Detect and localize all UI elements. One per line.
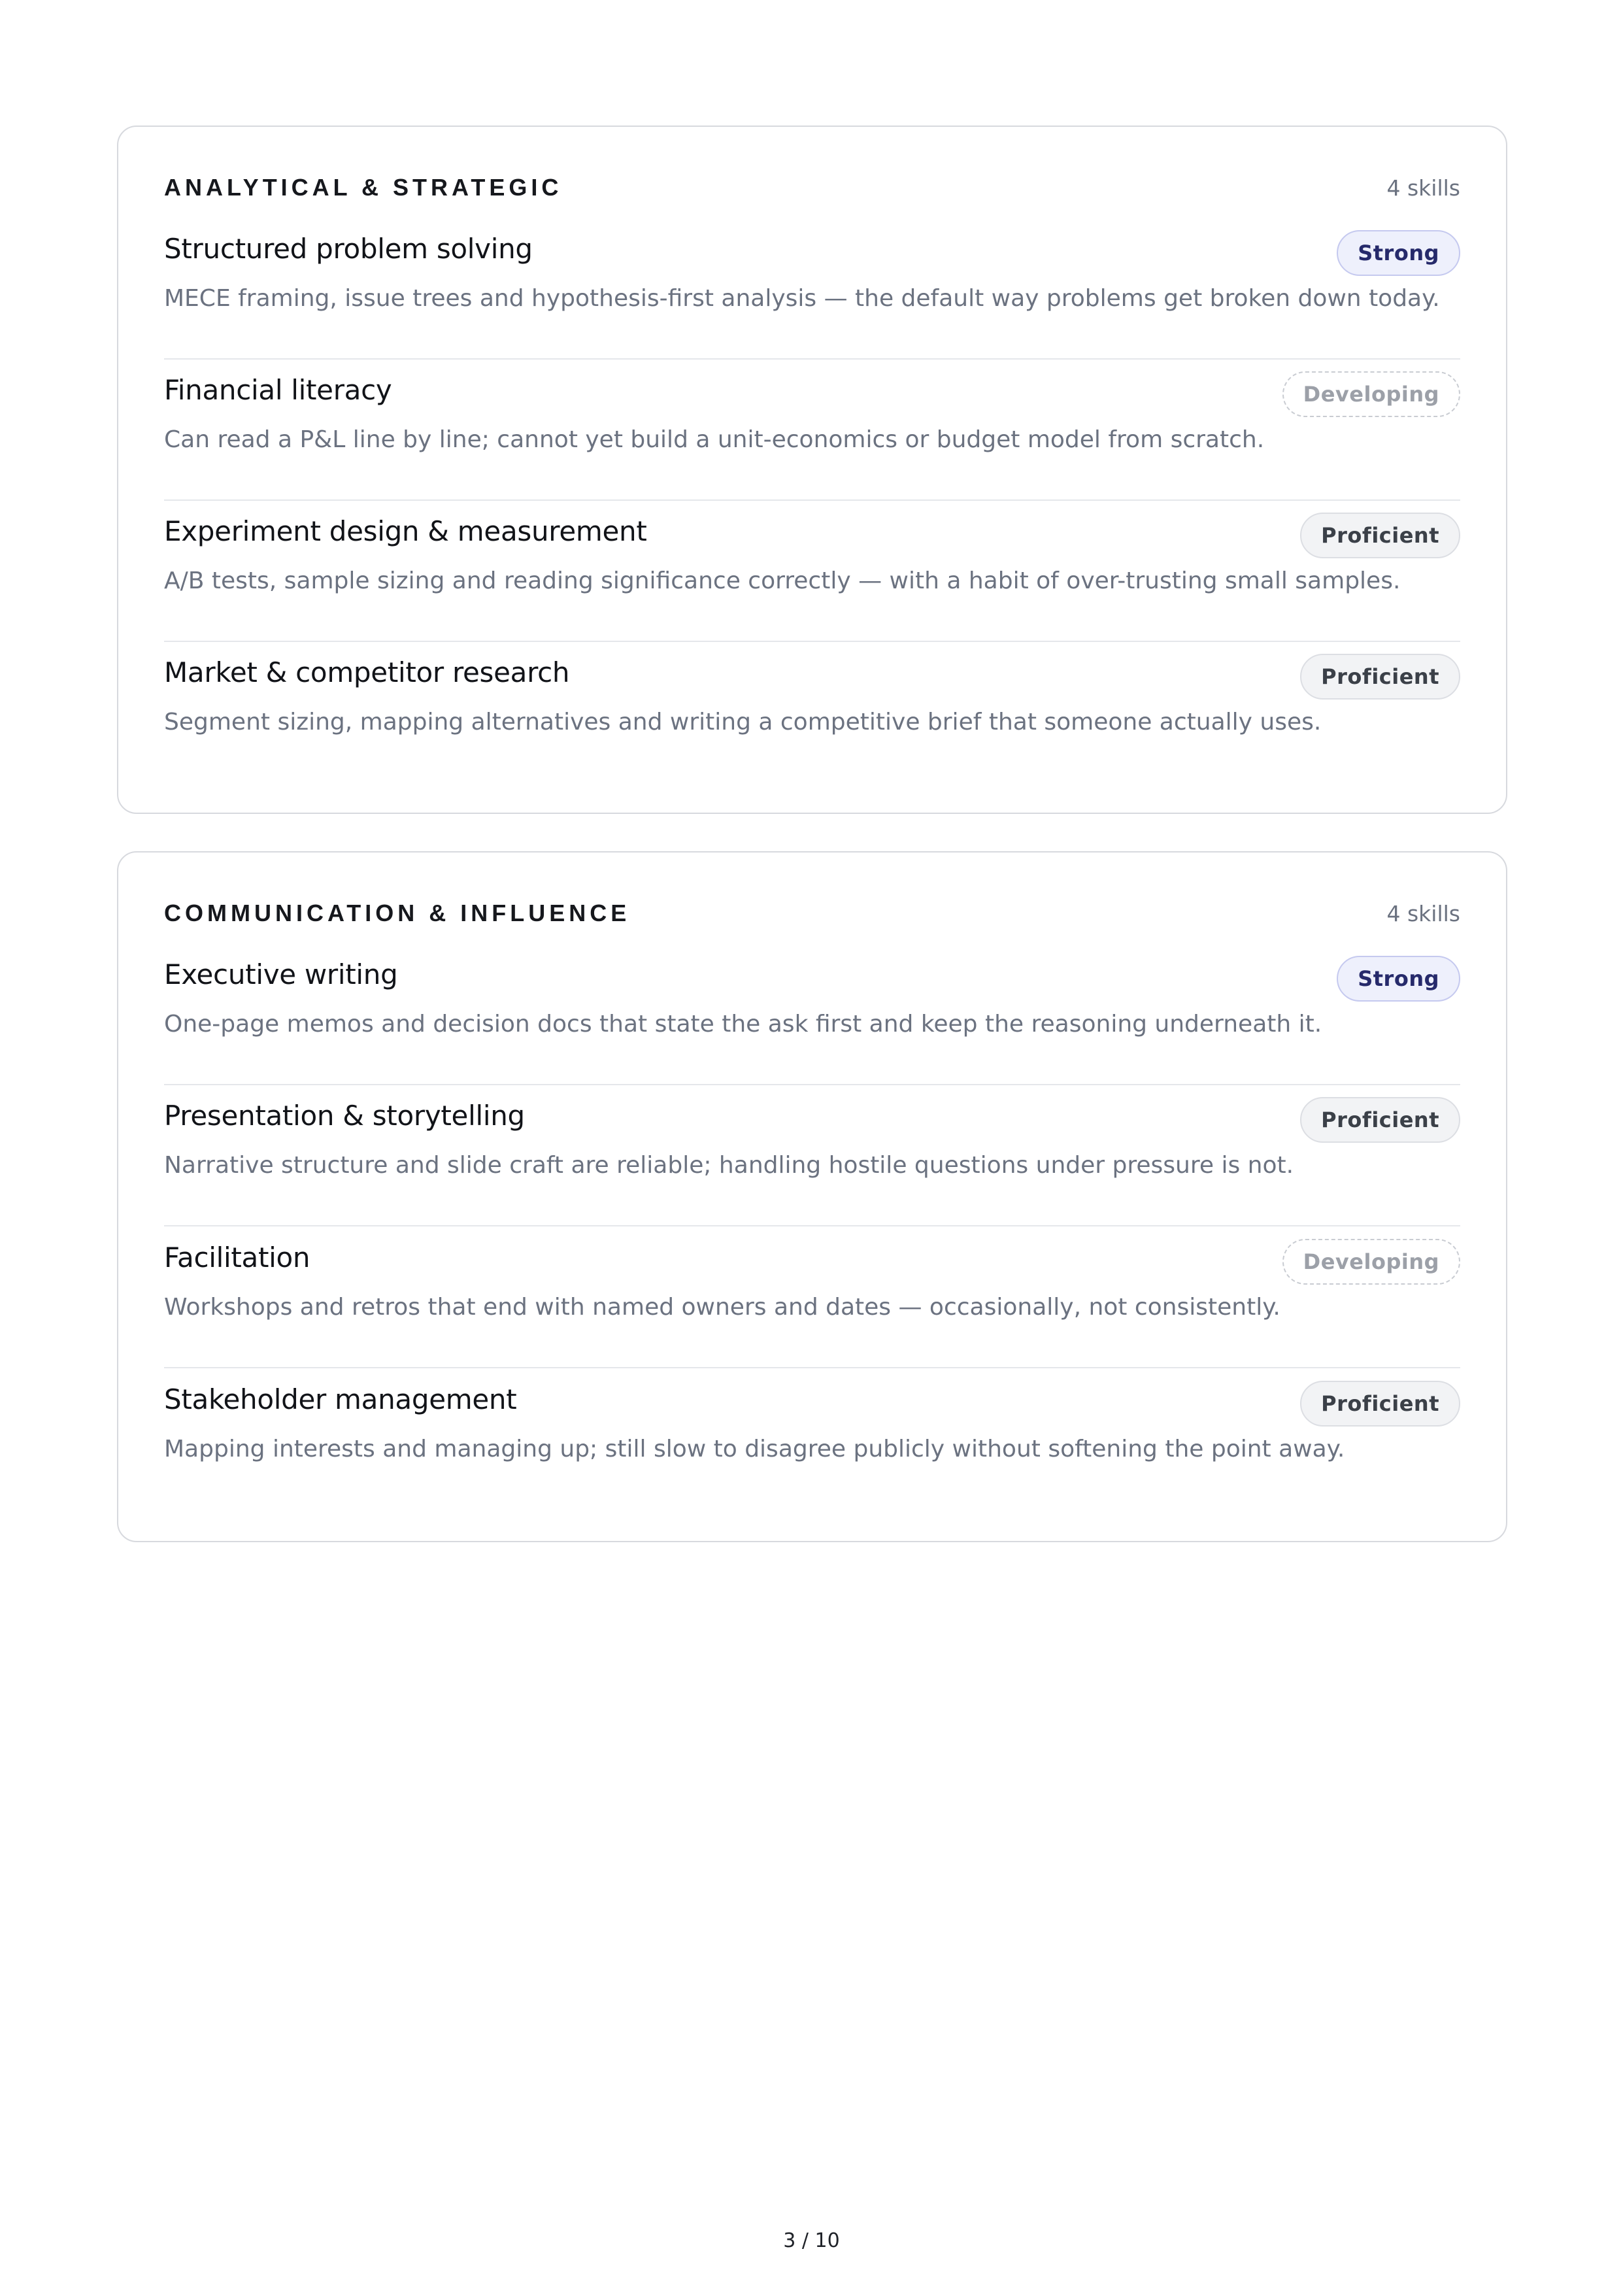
skill-name: Financial literacy [164, 374, 392, 406]
skill-description: Can read a P&L line by line; cannot yet build a unit-economics or budget model from scratch. [164, 426, 1265, 453]
level-badge: Proficient [1300, 654, 1460, 700]
skill-description: Mapping interests and managing up; still slow to disagree publicly without softening the point away. [164, 1436, 1345, 1462]
skill-section-communication [117, 851, 1507, 1542]
skill-count: 4 skills [1386, 900, 1460, 926]
section-header [164, 171, 1460, 204]
level-badge: Proficient [1300, 1381, 1460, 1427]
skill-item [164, 1085, 1460, 1226]
level-badge: Developing [1282, 1239, 1460, 1285]
skill-description: A/B tests, sample sizing and reading significance correctly — with a habit of over-trusting small samples. [164, 567, 1401, 594]
skill-name: Stakeholder management [164, 1383, 517, 1415]
section-title: COMMUNICATION & INFLUENCE [164, 900, 631, 926]
skill-description: One-page memos and decision docs that state the ask first and keep the reasoning underneath it. [164, 1011, 1322, 1038]
skill-description: Narrative structure and slide craft are reliable; handling hostile questions under pressure is not. [164, 1152, 1294, 1179]
skill-name: Facilitation [164, 1241, 310, 1274]
skill-name: Experiment design & measurement [164, 515, 647, 547]
skill-count: 4 skills [1386, 175, 1460, 201]
divider [164, 1225, 1460, 1226]
skill-item [164, 1227, 1460, 1368]
skill-section-analytical [117, 126, 1507, 814]
section-header [164, 897, 1460, 930]
skill-description: Segment sizing, mapping alternatives and writing a competitive brief that someone actually uses. [164, 709, 1322, 735]
skill-item [164, 1369, 1460, 1510]
level-badge: Proficient [1300, 1097, 1460, 1143]
skill-description: MECE framing, issue trees and hypothesis-first analysis — the default way problems get broken down today. [164, 285, 1440, 312]
level-badge: Developing [1282, 371, 1460, 417]
level-badge: Strong [1337, 956, 1460, 1002]
skill-description: Workshops and retros that end with named owners and dates — occasionally, not consistently. [164, 1294, 1280, 1321]
section-title: ANALYTICAL & STRATEGIC [164, 174, 563, 201]
page-number: 3 / 10 [783, 2229, 840, 2252]
skill-name: Structured problem solving [164, 233, 533, 265]
skill-name: Market & competitor research [164, 656, 570, 688]
skill-item [164, 944, 1460, 1085]
divider [164, 1367, 1460, 1368]
skill-item [164, 642, 1460, 783]
skill-item [164, 360, 1460, 501]
level-badge: Proficient [1300, 513, 1460, 558]
skill-name: Presentation & storytelling [164, 1100, 525, 1132]
skill-name: Executive writing [164, 958, 398, 990]
skill-item [164, 218, 1460, 360]
skill-item [164, 501, 1460, 642]
level-badge: Strong [1337, 230, 1460, 276]
